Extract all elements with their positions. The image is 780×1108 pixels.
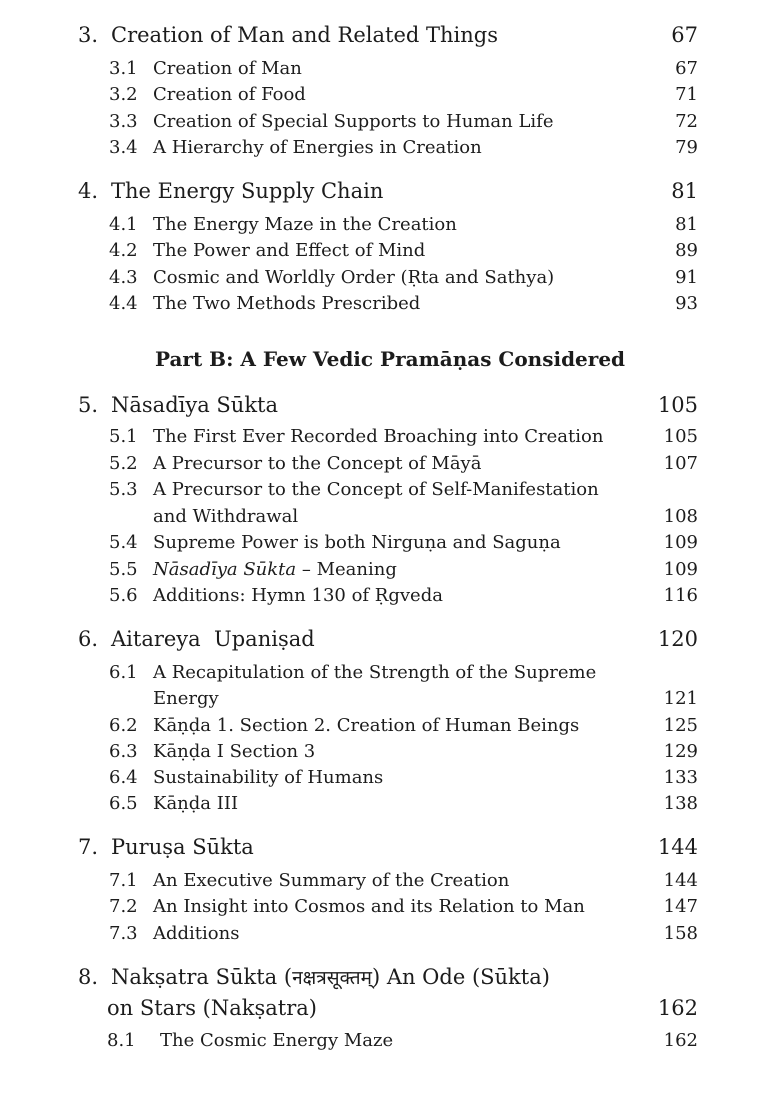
section-entry: [0, 476, 780, 506]
page-number: 116: [663, 585, 698, 606]
page-number: 67: [675, 58, 698, 79]
chapter-entry: [0, 832, 780, 862]
section-title: Kāṇḍa 1. Section 2. Creation of Human Beings: [153, 715, 580, 736]
section-number: 4.1: [109, 214, 138, 235]
section-number: 4.2: [109, 240, 138, 261]
section-entry-continued: [0, 685, 780, 715]
chapter-title: Creation of Man and Related Things: [111, 23, 498, 47]
section-title: Creation of Man: [153, 58, 302, 79]
section-number: 6.3: [109, 741, 138, 762]
section-number: 4.4: [109, 293, 138, 314]
section-number: 4.3: [109, 267, 138, 288]
section-number: 5.3: [109, 479, 138, 500]
section-title: Creation of Special Supports to Human Life: [153, 111, 554, 132]
page-number: 144: [663, 870, 698, 891]
section-number: 6.1: [109, 662, 138, 683]
section-entry: [0, 582, 780, 612]
chapter-number: 3.: [78, 23, 99, 47]
section-entry: [0, 134, 780, 164]
page-number: 89: [675, 240, 698, 261]
section-number: 5.2: [109, 453, 138, 474]
section-number: 5.6: [109, 585, 138, 606]
section-title: Kāṇḍa I Section 3: [153, 741, 316, 762]
page-number: 147: [663, 896, 698, 917]
section-entry: [0, 290, 780, 320]
chapter-entry: [0, 176, 780, 206]
section-number: 3.4: [109, 137, 138, 158]
section-title: Supreme Power is both Nirguṇa and Saguṇa: [153, 532, 561, 553]
section-title: The Energy Maze in the Creation: [153, 214, 457, 235]
chapter-title: [111, 962, 550, 993]
section-entry: [0, 893, 780, 923]
page-number: 93: [675, 293, 698, 314]
section-number: 7.3: [109, 923, 138, 944]
section-entry: [0, 237, 780, 267]
page-number: 129: [663, 741, 698, 762]
chapter-title: Nāsadīya Sūkta: [111, 393, 279, 417]
section-entry: [0, 529, 780, 559]
section-number: 6.2: [109, 715, 138, 736]
section-number: 5.1: [109, 426, 138, 447]
chapter-number: 5.: [78, 393, 99, 417]
section-number: 7.2: [109, 896, 138, 917]
section-entry: [0, 1027, 780, 1057]
part-heading: Part B: A Few Vedic Pramāṇas Considered: [154, 347, 626, 371]
page-number: 144: [657, 835, 698, 859]
section-title: Kāṇḍa III: [153, 793, 239, 814]
section-title-italic: Nāsadīya Sūkta: [153, 559, 297, 580]
section-title-rest: – Meaning: [296, 559, 397, 580]
chapter-entry: [0, 962, 780, 992]
chapter-number: 7.: [78, 835, 99, 859]
page-number: 125: [663, 715, 698, 736]
page-number: 109: [663, 532, 698, 553]
section-number: 7.1: [109, 870, 138, 891]
chapter-entry: [0, 390, 780, 420]
section-title: A Precursor to the Concept of Māyā: [153, 453, 482, 474]
page-number: 81: [671, 179, 698, 203]
page-number: 133: [663, 767, 698, 788]
page-number: 72: [675, 111, 698, 132]
page-number: 162: [657, 996, 698, 1020]
section-title: A Precursor to the Concept of Self-Manifestation: [153, 479, 599, 500]
section-title: The Cosmic Energy Maze: [160, 1030, 394, 1051]
chapter-title-devanagari: नक्षत्रसूक्तम्: [292, 967, 372, 989]
section-number: 6.5: [109, 793, 138, 814]
chapter-entry: [0, 624, 780, 654]
section-number: 3.2: [109, 84, 138, 105]
page-number: 91: [675, 267, 698, 288]
section-number: 3.3: [109, 111, 138, 132]
page-number: 71: [675, 84, 698, 105]
section-title: Additions: [153, 923, 240, 944]
chapter-title: The Energy Supply Chain: [111, 179, 384, 203]
section-title: The Power and Effect of Mind: [153, 240, 426, 261]
section-entry: [0, 790, 780, 820]
section-title-continued: Energy: [153, 688, 219, 709]
section-title: A Hierarchy of Energies in Creation: [153, 137, 482, 158]
chapter-entry-continued: [0, 993, 780, 1023]
section-title: Sustainability of Humans: [153, 767, 384, 788]
section-entry: [0, 920, 780, 950]
page-number: 79: [675, 137, 698, 158]
section-title: An Executive Summary of the Creation: [153, 870, 510, 891]
page-number: 120: [657, 627, 698, 651]
chapter-entry: [0, 20, 780, 50]
page-number: 105: [663, 426, 698, 447]
chapter-number: 8.: [78, 965, 99, 989]
page-number: 158: [663, 923, 698, 944]
section-title: The Two Methods Prescribed: [153, 293, 421, 314]
section-title: Additions: Hymn 130 of Ṛgveda: [153, 585, 443, 606]
section-title: [153, 556, 397, 584]
page-number: 121: [663, 688, 698, 709]
section-number: 8.1: [107, 1030, 136, 1051]
chapter-title: Puruṣa Sūkta: [111, 835, 254, 859]
chapter-title: Aitareya Upaniṣad: [111, 627, 315, 651]
chapter-title-continued: on Stars (Nakṣatra): [107, 996, 317, 1020]
page-number: 107: [663, 453, 698, 474]
chapter-number: 4.: [78, 179, 99, 203]
section-title: The First Ever Recorded Broaching into Creation: [153, 426, 604, 447]
section-entry: [0, 423, 780, 453]
section-title: Creation of Food: [153, 84, 306, 105]
section-entry: [0, 81, 780, 111]
section-title-continued: and Withdrawal: [153, 506, 299, 527]
section-number: 6.4: [109, 767, 138, 788]
page-number: 81: [675, 214, 698, 235]
section-title: Cosmic and Worldly Order (Ṛta and Sathya): [153, 267, 555, 288]
chapter-title-part: Nakṣatra Sūkta (: [111, 965, 293, 989]
page-number: 67: [671, 23, 698, 47]
page-number: 109: [663, 559, 698, 580]
page-number: 138: [663, 793, 698, 814]
section-number: 5.5: [109, 559, 138, 580]
section-title: An Insight into Cosmos and its Relation to Man: [153, 896, 585, 917]
chapter-title-part: ) An Ode (Sūkta): [371, 965, 550, 989]
section-number: 5.4: [109, 532, 138, 553]
section-number: 3.1: [109, 58, 138, 79]
page-number: 162: [663, 1030, 698, 1051]
chapter-number: 6.: [78, 627, 99, 651]
page-number: 108: [663, 506, 698, 527]
section-title: A Recapitulation of the Strength of the Supreme: [153, 662, 597, 683]
page-number: 105: [657, 393, 698, 417]
